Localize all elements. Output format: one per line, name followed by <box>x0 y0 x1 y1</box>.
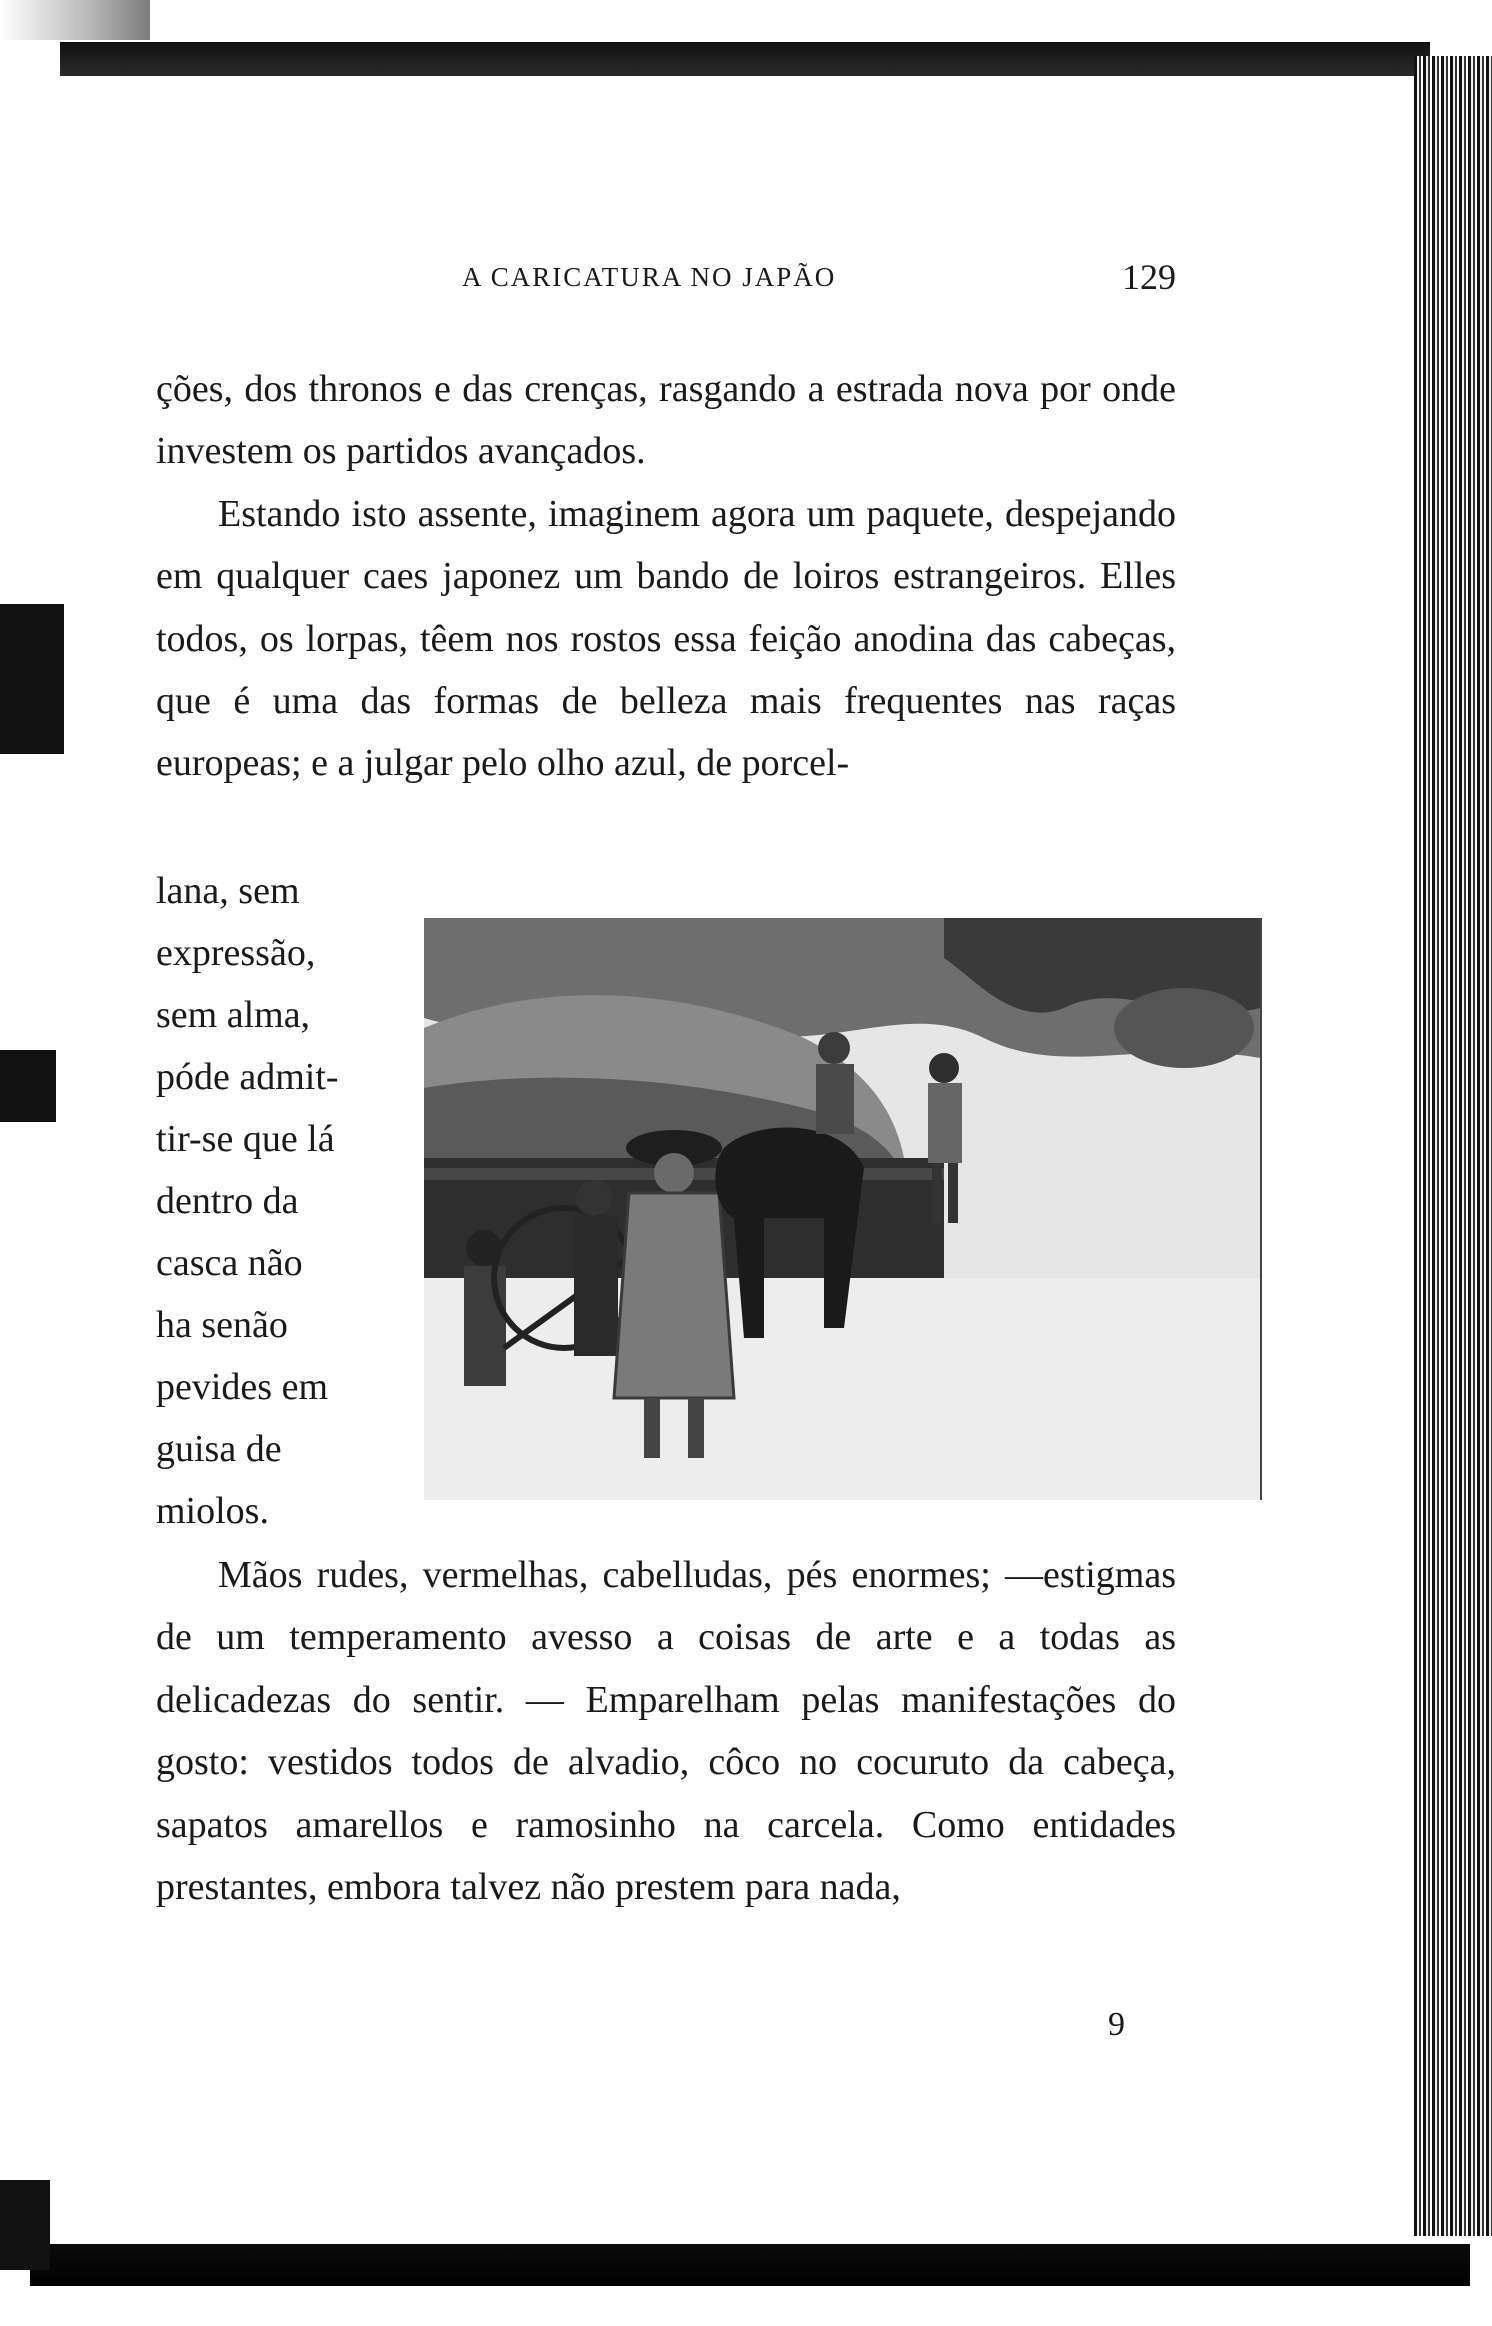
text-line: pevides em <box>156 1366 329 1408</box>
text-line: póde admit- <box>156 1056 339 1098</box>
text-line: dentro da <box>156 1180 299 1222</box>
text-line: casca não <box>156 1242 303 1284</box>
scan-edge-top-left <box>0 0 150 40</box>
paragraph: ções, dos thronos e das crenças, rasgando a estrada nova por onde investem os partidos avançados. <box>156 368 1176 473</box>
scan-smudge <box>0 604 64 754</box>
photograph-illustration <box>424 918 1260 1500</box>
text-line: miolos. <box>156 1490 269 1532</box>
scan-edge-top <box>60 42 1430 76</box>
text-line: ha senão <box>156 1304 288 1346</box>
paragraph: Estando isto assente, imaginem agora um paquete, despejando em qualquer caes japonez um bando de loiros estrangeiros. Elles todos, os lorpas, têem nos rostos essa feição anodina das cabeças, que é uma das formas de belleza mais frequentes nas raças europeas; e a julgar pelo olho azul, de porcel- <box>156 492 1176 785</box>
text-line: lana, sem <box>156 870 300 912</box>
paragraph: Mãos rudes, vermelhas, cabelludas, pés enormes; —estigmas de um temperamento avesso a coisas de arte e a todas as delicadezas do sentir. — Emparelham pelas manifestações do gosto: vestidos todos de alvadio, côco no cocuruto da cabeça, sapatos amarellos e ramosinho na carcela. Como entidades prestantes, embora talvez não prestem para nada, <box>156 1554 1176 1909</box>
text-line: sem alma, <box>156 994 311 1036</box>
text-line: tir-se que lá <box>156 1118 335 1160</box>
scan-smudge <box>0 2180 50 2270</box>
page-number: 129 <box>1122 257 1176 297</box>
scan-edge-bottom <box>30 2244 1470 2286</box>
text-line: expressão, <box>156 932 316 974</box>
wrapped-text-column <box>156 860 370 1542</box>
scan-smudge <box>0 1050 56 1122</box>
body-text-top <box>156 358 1176 795</box>
running-header <box>156 256 1176 296</box>
body-text-bottom <box>156 1544 1176 1918</box>
signature-mark: 9 <box>1108 2006 1125 2043</box>
photograph <box>424 918 1262 1500</box>
scan-edge-right <box>1414 56 1492 2236</box>
running-title: A CARICATURA NO JAPÃO <box>462 262 837 292</box>
text-line: guisa de <box>156 1428 282 1470</box>
